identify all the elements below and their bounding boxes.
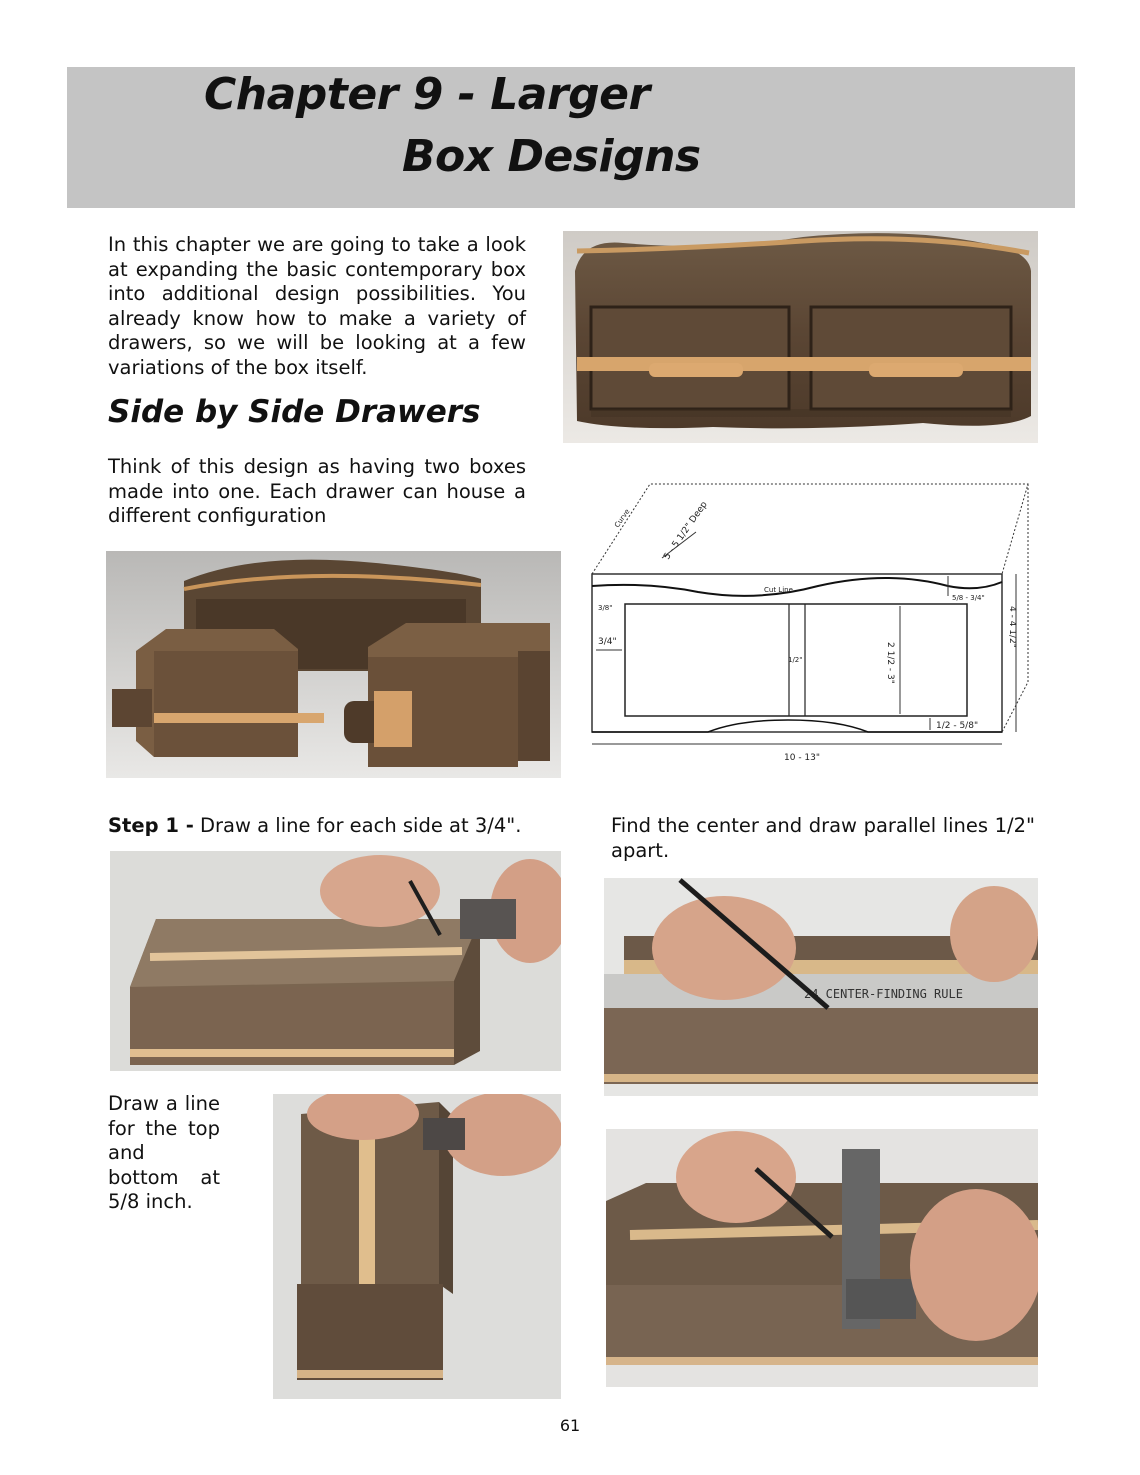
- chapter-title-line1: Chapter 9 - Larger: [204, 69, 650, 120]
- diagram-label-height: 4 - 4 1/2": [1007, 606, 1017, 648]
- top-bottom-caption: [108, 1092, 220, 1215]
- chapter-header: [67, 67, 1075, 208]
- chapter-title-line2: Box Designs: [402, 131, 701, 182]
- diagram-label-side-offset: 3/8": [598, 604, 613, 612]
- section-paragraph: [108, 455, 526, 529]
- step1-label: Step 1 -: [108, 814, 194, 837]
- finished-box-photo: [563, 231, 1038, 443]
- box-dimensions-diagram: [588, 482, 1038, 782]
- diagram-label-top-margin: 5/8 - 3/4": [952, 594, 985, 602]
- section-title: Side by Side Drawers: [108, 394, 481, 430]
- diagram-label-curve: Curve: [613, 507, 632, 530]
- diagram-label-divider: 1/2": [788, 656, 803, 664]
- diagram-label-bottom-margin: 1/2 - 5/8": [936, 721, 979, 731]
- step1-text: Draw a line for each side at 3/4".: [193, 814, 522, 837]
- square-marking-photo: [606, 1129, 1038, 1387]
- center-finding-rule-photo: [604, 878, 1038, 1096]
- center-text: Find the center and draw parallel lines 1/2" apart.: [611, 814, 1035, 862]
- intro-text: In this chapter we are going to take a look at expanding the basic contemporary box into additional design possibilities. You already know how to make a variety of drawers, so we will be looking at a few variations of the box itself.: [108, 233, 526, 379]
- intro-paragraph: [108, 233, 526, 380]
- diagram-label-drawer-height: 2 1/2 - 3": [885, 642, 895, 684]
- top-bottom-photo: [273, 1094, 561, 1399]
- diagram-label-cut-line: Cut Line: [764, 586, 793, 594]
- top-bottom-text: Draw a line for the top and bottom at 5/8 inch.: [108, 1092, 220, 1213]
- open-drawers-photo: [106, 551, 561, 778]
- step1-caption: [108, 814, 568, 837]
- ruler-text: 24 CENTER-FINDING RULE: [804, 987, 963, 1001]
- page-number: 61: [559, 1416, 581, 1435]
- center-caption: [611, 814, 1035, 863]
- section-text: Think of this design as having two boxes made into one. Each drawer can house a different configuration: [108, 455, 526, 527]
- step1-photo: [110, 851, 561, 1071]
- diagram-label-depth: 5 - 5 1/2" Deep: [662, 499, 710, 562]
- diagram-label-width: 10 - 13": [784, 753, 821, 763]
- diagram-label-side-width: 3/4": [598, 637, 617, 647]
